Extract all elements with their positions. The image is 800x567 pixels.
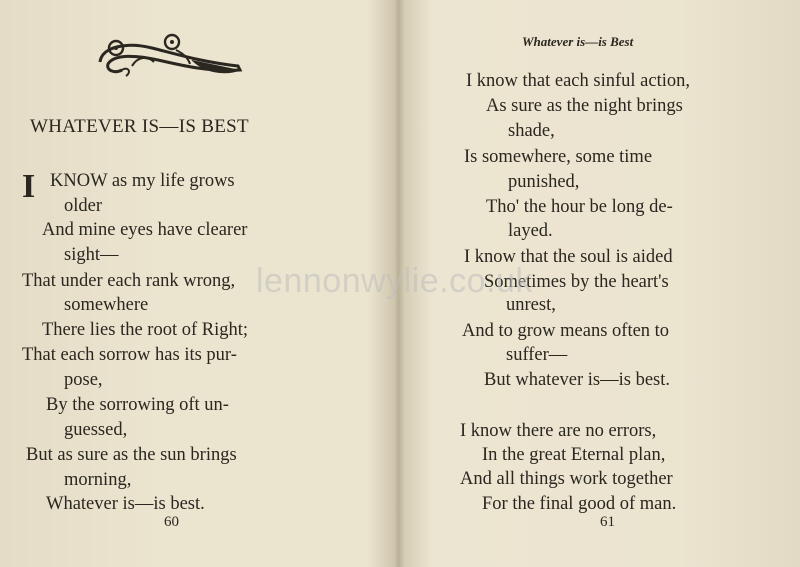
poem-line: Tho' the hour be long de-: [486, 197, 673, 217]
poem-line: shade,: [508, 121, 555, 141]
poem-line: guessed,: [64, 420, 128, 440]
poem-line: Is somewhere, some time: [464, 147, 653, 167]
poem-line: For the final good of man.: [482, 494, 677, 514]
poem-line: In the great Eternal plan,: [482, 445, 666, 465]
poem-line: older: [64, 196, 103, 216]
poem-line: As sure as the night brings: [486, 96, 683, 116]
poem-line: sight—: [64, 245, 119, 265]
poem-line: somewhere: [64, 295, 149, 315]
floral-scroll-ornament-icon: [92, 32, 244, 80]
poem-line: pose,: [64, 370, 103, 390]
poem-line: But whatever is—is best.: [484, 370, 671, 390]
poem-line: And all things work together: [460, 469, 673, 489]
poem-line: That under each rank wrong,: [22, 271, 236, 291]
poem-line: And to grow means often to: [462, 321, 670, 341]
poem-line: suffer—: [506, 345, 568, 365]
poem-line: That each sorrow has its pur-: [22, 345, 237, 365]
poem-line: I know there are no errors,: [460, 421, 657, 441]
poem-title: WHATEVER IS—IS BEST: [30, 116, 249, 137]
running-head: Whatever is—is Best: [522, 34, 634, 49]
drop-cap: I: [22, 168, 36, 205]
poem-line: I know that the soul is aided: [464, 247, 673, 267]
poem-line: There lies the root of Right;: [42, 320, 249, 340]
poem-line: And mine eyes have clearer: [42, 220, 248, 240]
page-number: 60: [164, 514, 179, 530]
poem-line: But as sure as the sun brings: [26, 445, 237, 465]
poem-line: KNOW as my life grows: [50, 171, 235, 191]
poem-line: layed.: [508, 221, 553, 241]
watermark: lennonwylie.co.uk: [256, 262, 533, 300]
poem-line: punished,: [508, 172, 580, 192]
poem-line: Sometimes by the heart's: [484, 272, 669, 292]
poem-line: morning,: [64, 470, 132, 490]
poem-line: I know that each sinful action,: [466, 71, 690, 91]
poem-line: Whatever is—is best.: [46, 494, 205, 514]
poem-line: unrest,: [506, 295, 556, 315]
poem-line: By the sorrowing oft un-: [46, 395, 229, 415]
page-number: 61: [600, 514, 615, 530]
